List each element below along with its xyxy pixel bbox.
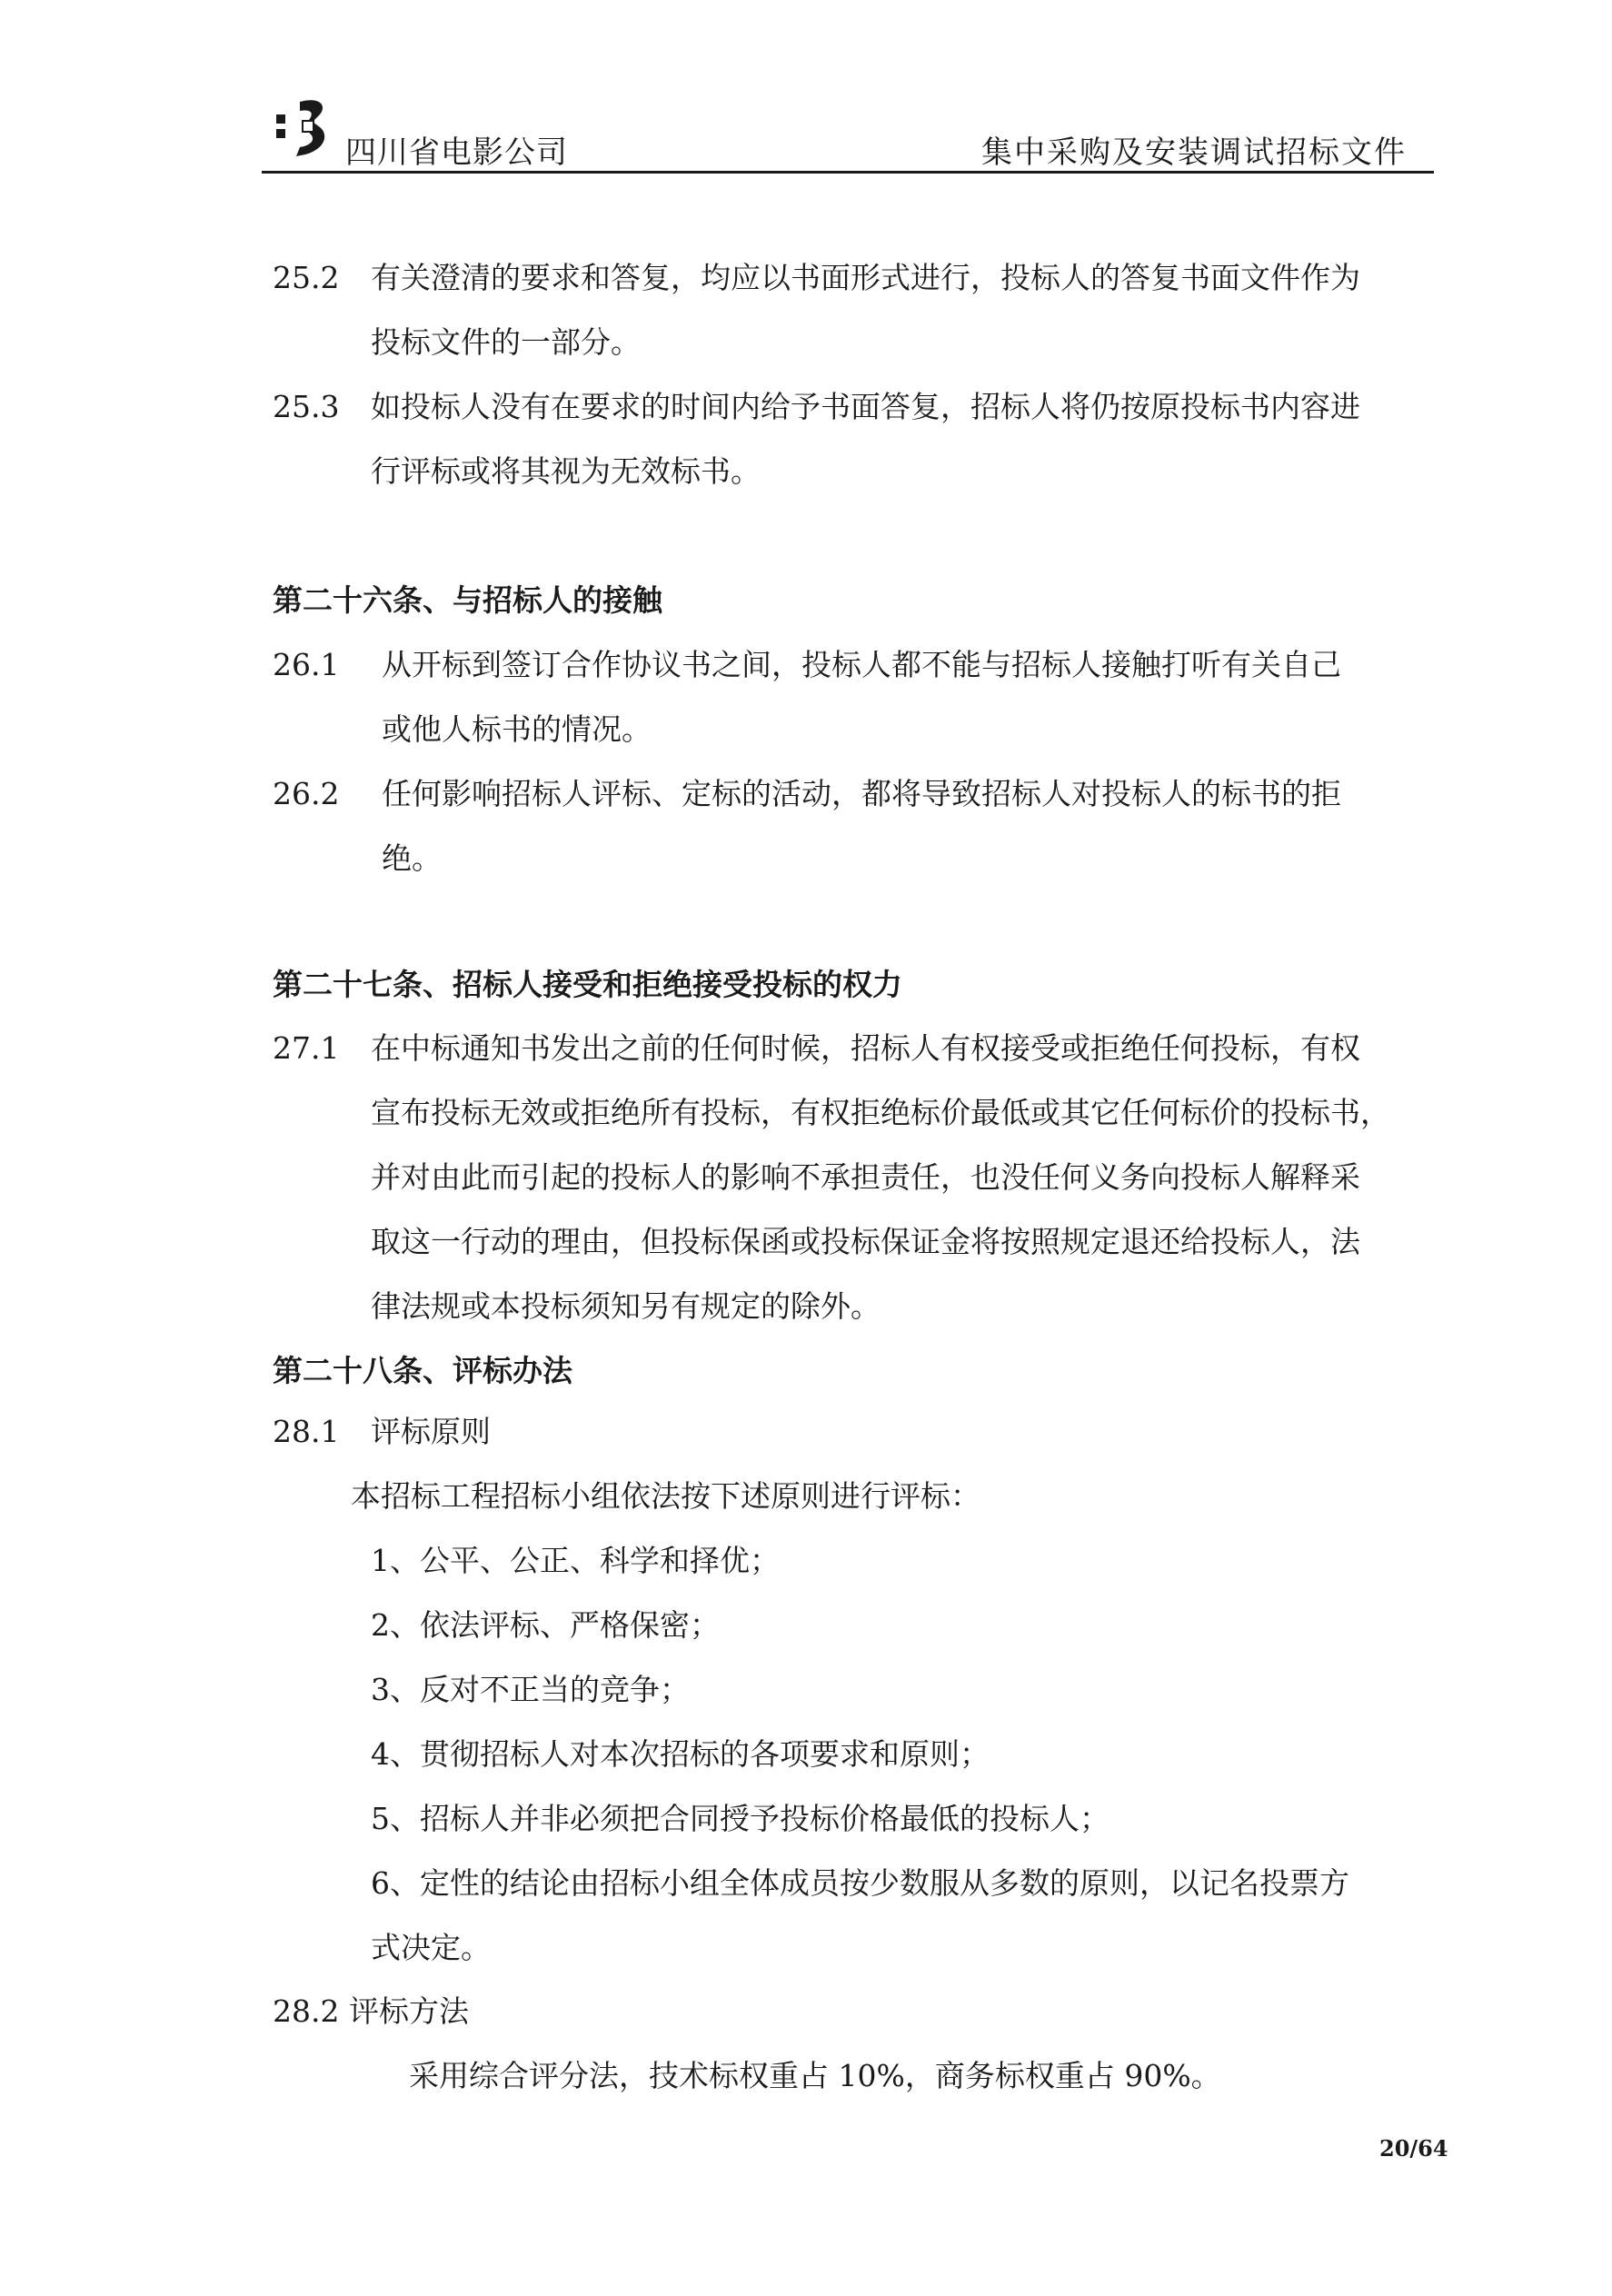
clause-text: 有关澄清的要求和答复，均应以书面形式进行，投标人的答复书面文件作为 xyxy=(371,260,1360,295)
list-item: 1、公平、公正、科学和择优； xyxy=(371,1543,780,1578)
section-heading: 第二十八条、评标办法 xyxy=(273,1353,572,1388)
clause-number: 25.2 xyxy=(273,260,340,295)
list-item: 式决定。 xyxy=(371,1930,491,1965)
clause-number: 26.2 xyxy=(273,776,340,811)
clause-number: 26.1 xyxy=(273,647,340,682)
clause-text: 在中标通知书发出之前的任何时候，招标人有权接受或拒绝任何投标，有权 xyxy=(371,1030,1360,1066)
clause-text: 或他人标书的情况。 xyxy=(382,711,652,747)
section-heading: 第二十七条、招标人接受和拒绝接受投标的权力 xyxy=(273,967,902,1002)
clause-text: 任何影响招标人评标、定标的活动，都将导致招标人对投标人的标书的拒 xyxy=(382,776,1341,811)
header-divider xyxy=(262,171,1434,174)
clause-text: 投标文件的一部分。 xyxy=(371,324,641,360)
list-item: 6、定性的结论由招标小组全体成员按少数服从多数的原则，以记名投票方 xyxy=(371,1865,1349,1901)
document-title: 集中采购及安装调试招标文件 xyxy=(981,134,1407,171)
company-name: 四川省电影公司 xyxy=(345,134,568,171)
clause-text: 取这一行动的理由，但投标保函或投标保证金将按照规定退还给投标人，法 xyxy=(371,1224,1360,1259)
clause-text: 从开标到签订合作协议书之间，投标人都不能与招标人接触打听有关自己 xyxy=(382,647,1341,682)
list-item: 2、依法评标、严格保密； xyxy=(371,1607,720,1643)
section-heading: 第二十六条、与招标人的接触 xyxy=(273,582,662,618)
list-item: 3、反对不正当的竞争； xyxy=(371,1672,690,1707)
clause-text: 绝。 xyxy=(382,840,442,876)
page-header xyxy=(262,87,1434,174)
company-logo-icon xyxy=(273,96,340,160)
page-number: 20/64 xyxy=(1379,2135,1448,2162)
clause-text: 律法规或本投标须知另有规定的除外。 xyxy=(371,1288,881,1324)
clause-number: 27.1 xyxy=(273,1030,340,1066)
clause-number: 25.3 xyxy=(273,389,340,424)
clause-title: 28.2 评标方法 xyxy=(273,1993,469,2029)
clause-text: 如投标人没有在要求的时间内给予书面答复，招标人将仍按原投标书内容进 xyxy=(371,389,1360,424)
clause-text: 行评标或将其视为无效标书。 xyxy=(371,453,761,489)
clause-number: 28.1 xyxy=(273,1414,340,1449)
list-item: 4、贯彻招标人对本次招标的各项要求和原则； xyxy=(371,1736,990,1772)
clause-text: 宣布投标无效或拒绝所有投标，有权拒绝标价最低或其它任何标价的投标书， xyxy=(371,1095,1390,1130)
paragraph: 采用综合评分法，技术标权重占 10%，商务标权重占 90%。 xyxy=(409,2058,1221,2093)
list-item: 5、招标人并非必须把合同授予投标价格最低的投标人； xyxy=(371,1801,1109,1836)
clause-text: 并对由此而引起的投标人的影响不承担责任，也没任何义务向投标人解释采 xyxy=(371,1159,1360,1195)
clause-title: 评标原则 xyxy=(371,1414,491,1449)
paragraph: 本招标工程招标小组依法按下述原则进行评标： xyxy=(351,1478,980,1514)
